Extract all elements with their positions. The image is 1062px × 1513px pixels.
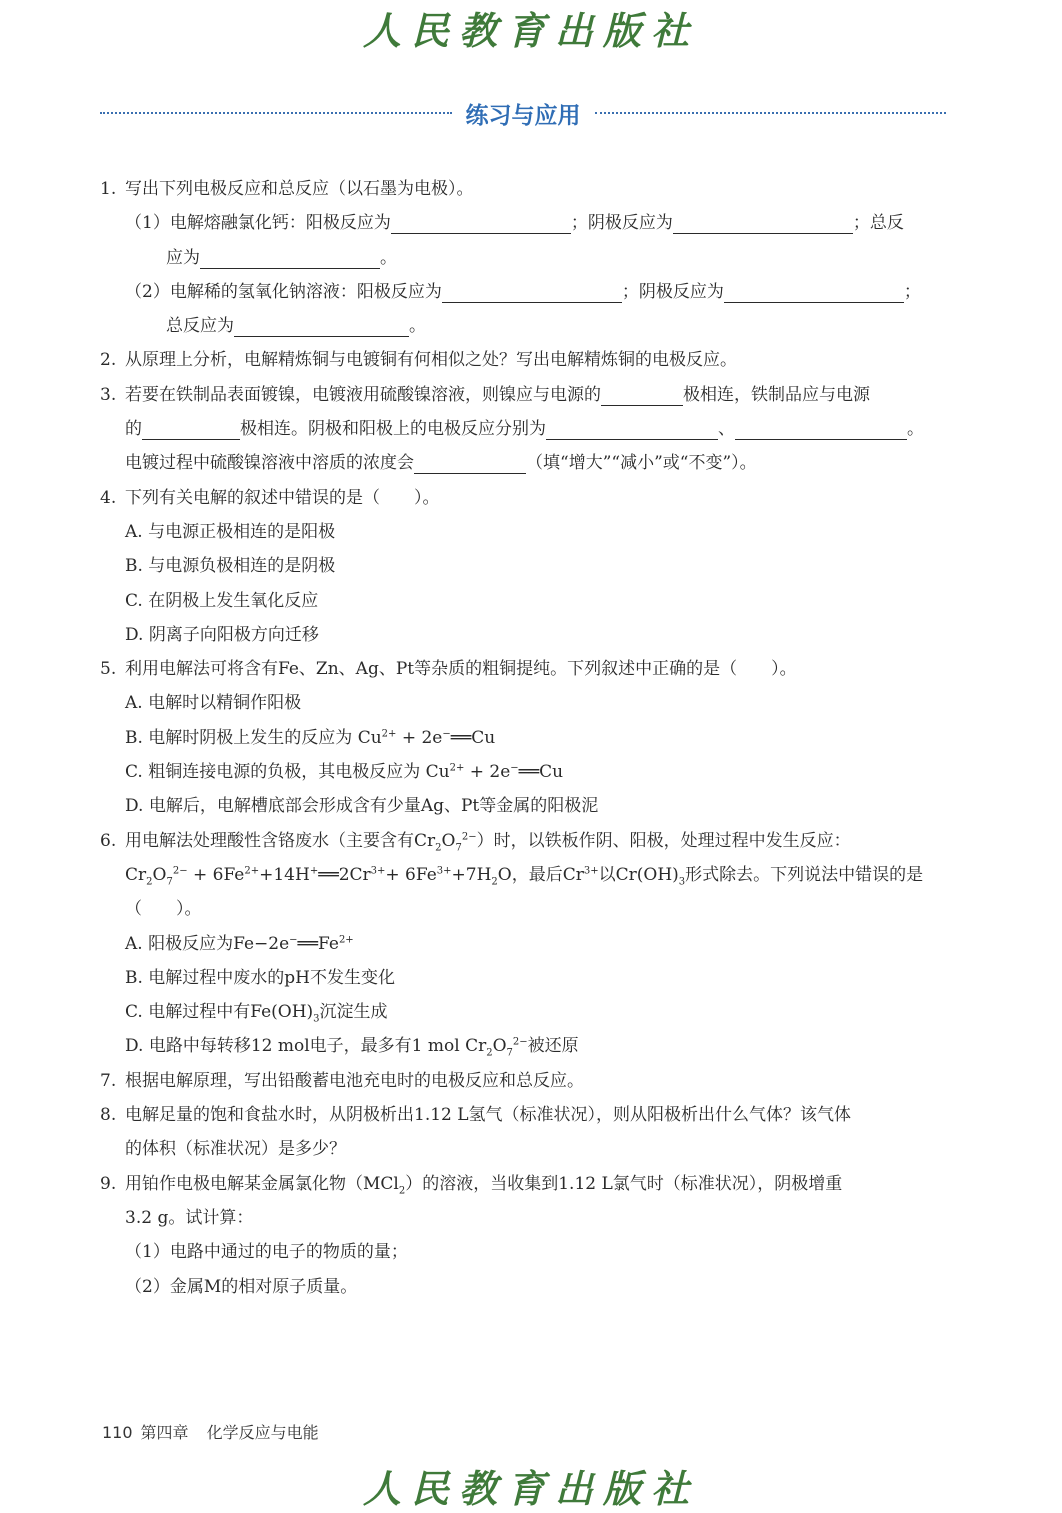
- question-5-option-a: A. 电解时以精铜作阳极: [125, 693, 302, 714]
- question-1-part-2-cont: 总反应为 。: [166, 316, 426, 337]
- page-number: 110: [102, 1423, 133, 1442]
- answer-blank[interactable]: [724, 280, 904, 303]
- chapter-label: 第四章: [140, 1423, 189, 1442]
- publisher-watermark-top: 人民教育出版社: [362, 8, 699, 53]
- question-6-option-b: B. 电解过程中废水的pH不发生变化: [125, 967, 396, 988]
- question-1-part-1: （1）电解熔融氯化钙：阳极反应为 ；阴极反应为 ；总反: [125, 213, 904, 234]
- exercise-list: [100, 172, 946, 1304]
- answer-blank[interactable]: [442, 280, 622, 303]
- question-4-option-a: A. 与电源正极相连的是阳极: [125, 521, 336, 542]
- question-1-stem: 1. 写出下列电极反应和总反应（以石墨为电极）。: [100, 179, 474, 199]
- answer-blank[interactable]: [142, 417, 240, 440]
- question-3-line-3: 电镀过程中硫酸镍溶液中溶质的浓度会 （填“增大”“减小”或“不变”）。: [125, 453, 757, 474]
- section-title: 练习与应用: [465, 102, 581, 129]
- dotted-rule-left: [100, 112, 452, 114]
- question-2: 2. 从原理上分析，电解精炼铜与电镀铜有何相似之处？写出电解精炼铜的电极反应。: [100, 350, 737, 371]
- question-4-option-b: B. 与电源负极相连的是阴极: [125, 556, 336, 577]
- page-footer: [102, 1420, 319, 1443]
- question-6-option-d: D. 电路中每转移12 mol电子，最多有1 mol $Cr_2O_7^{2-}$被还原: [125, 1036, 579, 1059]
- question-9-line-1: 9. 用铂作电极电解某金属氯化物（MCl$_2$）的溶液，当收集到1.12 L氯气时（标准状况），阴极增重: [100, 1173, 843, 1196]
- question-1-part-2: （2）电解稀的氢氧化钠溶液：阳极反应为 ；阴极反应为 ；: [125, 281, 921, 302]
- question-6-line-2: $Cr_2O_7^{2-}$ + $6Fe^{2+}+14H^+══2Cr^{3+}+ 6Fe^{3+}+7H_2O$，最后$Cr^{3+}$以$Cr(OH)_3$形式除去。下列说法中错误的是: [125, 864, 924, 888]
- section-header: [100, 96, 946, 130]
- question-9-line-2: 3.2 g。试计算：: [125, 1207, 254, 1228]
- question-6-option-c: C. 电解过程中有$Fe(OH)_3$沉淀生成: [125, 1002, 388, 1025]
- question-7: 7. 根据电解原理，写出铅酸蓄电池充电时的电极反应和总反应。: [100, 1070, 584, 1091]
- question-5-option-b: B. 电解时阴极上发生的反应为 $Cu^{2+}$ + 2e−══Cu: [125, 727, 496, 748]
- question-6-line-1: 6. 用电解法处理酸性含铬废水（主要含有$Cr_2O_7^{2-}$）时，以铁板作阴、阳极，处理过程中发生反应：: [100, 830, 851, 854]
- question-1-part-1-cont: 应为 。: [166, 247, 397, 268]
- question-5-option-d: D. 电解后，电解槽底部会形成含有少量Ag、Pt等金属的阳极泥: [125, 796, 599, 817]
- question-6-line-3: （ ）。: [125, 899, 202, 920]
- answer-blank[interactable]: [673, 211, 853, 234]
- answer-blank[interactable]: [546, 417, 718, 440]
- question-4-option-d: D. 阴离子向阳极方向迁移: [125, 624, 319, 645]
- chapter-title: 化学反应与电能: [206, 1423, 319, 1442]
- answer-blank[interactable]: [391, 211, 571, 234]
- question-8-line-1: 8. 电解足量的饱和食盐水时，从阴极析出1.12 L氢气（标准状况），则从阳极析出什么气体？该气体: [100, 1105, 852, 1126]
- question-6-option-a: A. 阳极反应为$Fe-2e^-══Fe^{2+}$: [125, 933, 354, 954]
- question-4-stem: 4. 下列有关电解的叙述中错误的是（ ）。: [100, 487, 440, 508]
- question-3-line-2: 的 极相连。阴极和阳极上的电极反应分别为 、 。: [125, 419, 924, 440]
- answer-blank[interactable]: [414, 451, 526, 474]
- question-4-option-c: C. 在阴极上发生氧化反应: [125, 590, 319, 611]
- question-3-line-1: 3. 若要在铁制品表面镀镍，电镀液用硫酸镍溶液，则镍应与电源的 极相连，铁制品应与电源: [100, 384, 870, 405]
- question-8-line-2: 的体积（标准状况）是多少？: [125, 1139, 346, 1160]
- answer-blank[interactable]: [735, 417, 907, 440]
- question-5-stem: 5. 利用电解法可将含有Fe、Zn、Ag、Pt等杂质的粗铜提纯。下列叙述中正确的是（ ）。: [100, 659, 797, 680]
- question-5-option-c: C. 粗铜连接电源的负极，其电极反应为 $Cu^{2+}$ + 2e−══Cu: [125, 762, 564, 783]
- answer-blank[interactable]: [200, 246, 380, 269]
- answer-blank[interactable]: [234, 314, 409, 337]
- answer-blank[interactable]: [601, 383, 683, 406]
- question-9-part-1: （1）电路中通过的电子的物质的量；: [125, 1242, 408, 1263]
- dotted-rule-right: [595, 112, 947, 114]
- publisher-watermark-bottom: 人民教育出版社: [362, 1466, 699, 1511]
- question-9-part-2: （2）金属M的相对原子质量。: [125, 1276, 358, 1297]
